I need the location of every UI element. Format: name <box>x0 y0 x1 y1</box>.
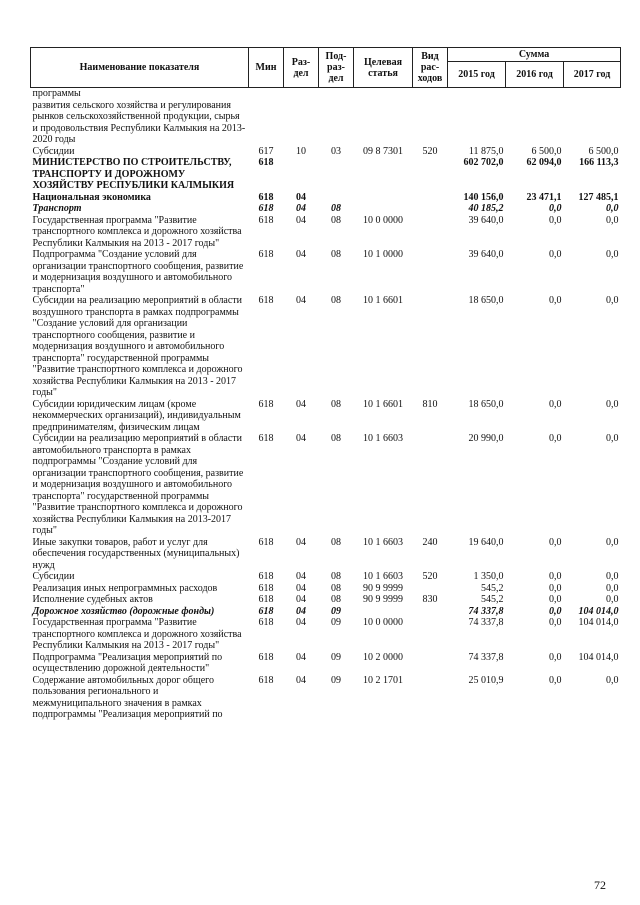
cell-min: 618 <box>258 203 274 214</box>
table-header <box>31 48 621 88</box>
header-vid: Вид рас- ходов <box>413 48 448 88</box>
cell-2017: 6 500,0 <box>588 145 619 157</box>
cell-2015: 18 650,0 <box>468 295 504 306</box>
table-row <box>31 157 621 192</box>
cell-2017: 0,0 <box>606 295 619 306</box>
cell-2015: 39 640,0 <box>468 249 504 260</box>
cell-2016: 0,0 <box>549 651 562 663</box>
cell-name: МИНИСТЕРСТВО ПО СТРОИТЕЛЬСТВУ, ТРАНСПОРТУ И ДОРОЖНОМУ ХОЗЯЙСТВУ РЕСПУБЛИКИ КАЛМЫКИЯ <box>32 157 235 191</box>
table-row <box>31 433 621 537</box>
cell-celevaya: 10 0 0000 <box>363 617 403 628</box>
cell-2015: 19 640,0 <box>468 536 504 548</box>
cell-min: 618 <box>258 594 274 605</box>
cell-name: Подпрограмма "Создание условий для организации транспортного сообщения, развитие и модернизация воздушного и автомобильного транспорта" <box>32 249 244 295</box>
cell-podrazdel: 09 <box>331 617 341 628</box>
cell-2017: 0,0 <box>606 594 619 605</box>
cell-razdel: 04 <box>296 674 306 686</box>
cell-vid: 810 <box>422 398 438 410</box>
cell-2015: 545,2 <box>481 594 504 605</box>
cell-name: Транспорт <box>32 203 82 214</box>
table-row <box>31 583 621 595</box>
table-body <box>31 88 621 721</box>
cell-vid: 520 <box>422 571 438 582</box>
cell-podrazdel: 09 <box>331 605 341 617</box>
cell-vid <box>413 157 448 192</box>
cell-razdel: 04 <box>296 617 306 628</box>
cell-2015: 545,2 <box>481 582 504 594</box>
cell-celevaya: 10 1 6603 <box>363 571 403 582</box>
cell-name: Дорожное хозяйство (дорожные фонды) <box>32 605 215 617</box>
cell-2015: 602 702,0 <box>463 157 504 168</box>
cell-razdel: 10 <box>296 145 306 157</box>
cell-2015: 40 185,2 <box>468 203 504 214</box>
cell-min: 618 <box>258 214 274 226</box>
table-row <box>31 295 621 399</box>
table-row <box>31 88 621 146</box>
cell-2016: 0,0 <box>549 203 562 214</box>
cell-razdel: 04 <box>296 605 306 617</box>
cell-2015: 20 990,0 <box>468 433 504 444</box>
cell-vid <box>413 652 448 675</box>
table-row <box>31 537 621 572</box>
cell-celevaya: 10 1 6601 <box>363 398 403 410</box>
cell-vid <box>413 433 448 537</box>
cell-celevaya: 10 0 0000 <box>363 214 403 226</box>
cell-2017: 0,0 <box>606 536 619 548</box>
cell-podrazdel: 08 <box>331 433 341 444</box>
cell-2017: 0,0 <box>606 249 619 260</box>
cell-razdel: 04 <box>296 191 306 203</box>
cell-celevaya: 10 1 6601 <box>363 295 403 306</box>
cell-name: Национальная экономика <box>32 191 151 203</box>
cell-2016: 0,0 <box>549 433 562 444</box>
cell-celevaya <box>354 606 413 618</box>
cell-celevaya: 10 2 1701 <box>363 674 403 686</box>
cell-podrazdel: 08 <box>331 582 341 594</box>
cell-celevaya <box>354 203 413 215</box>
header-razdel: Раз- дел <box>284 48 319 88</box>
table-row <box>31 203 621 215</box>
cell-min: 618 <box>258 582 274 594</box>
header-2017: 2017 год <box>564 62 621 88</box>
cell-vid <box>413 675 448 721</box>
cell-2016: 0,0 <box>549 594 562 605</box>
cell-vid <box>413 606 448 618</box>
cell-min: 618 <box>258 295 274 306</box>
cell-vid <box>413 295 448 399</box>
cell-2016: 0,0 <box>549 536 562 548</box>
table-row <box>31 675 621 721</box>
cell-2017: 0,0 <box>606 203 619 214</box>
cell-razdel: 04 <box>296 203 306 214</box>
cell-podrazdel <box>319 192 354 204</box>
cell-name: Исполнение судебных актов <box>32 594 153 605</box>
table-row <box>31 571 621 583</box>
cell-podrazdel: 08 <box>331 571 341 582</box>
cell-razdel <box>284 88 319 146</box>
page-number: 72 <box>594 878 606 892</box>
header-2015: 2015 год <box>448 62 506 88</box>
cell-razdel: 04 <box>296 398 306 410</box>
cell-razdel <box>284 157 319 192</box>
cell-min: 618 <box>258 433 274 444</box>
cell-vid <box>413 88 448 146</box>
cell-2016: 0,0 <box>549 605 562 617</box>
cell-razdel: 04 <box>296 651 306 663</box>
cell-2017: 0,0 <box>606 674 619 686</box>
cell-celevaya <box>354 192 413 204</box>
document-page <box>30 47 620 721</box>
cell-podrazdel: 08 <box>331 214 341 226</box>
cell-podrazdel: 08 <box>331 295 341 306</box>
cell-vid <box>413 203 448 215</box>
table-row <box>31 192 621 204</box>
cell-2016: 0,0 <box>549 571 562 582</box>
cell-celevaya: 10 2 0000 <box>363 651 403 663</box>
cell-celevaya <box>354 157 413 192</box>
cell-vid <box>413 192 448 204</box>
cell-name: Субсидии <box>32 145 75 157</box>
cell-vid: 830 <box>422 594 438 605</box>
cell-min: 618 <box>258 249 274 260</box>
cell-min: 618 <box>258 536 274 548</box>
cell-2017: 0,0 <box>606 571 619 582</box>
cell-2017: 104 014,0 <box>578 617 619 628</box>
cell-podrazdel: 08 <box>331 203 341 214</box>
table-row <box>31 652 621 675</box>
cell-2017: 166 113,3 <box>579 157 619 168</box>
cell-celevaya: 90 9 9999 <box>363 594 403 605</box>
cell-razdel: 04 <box>296 249 306 260</box>
cell-2016: 0,0 <box>549 249 562 260</box>
cell-2015: 11 875,0 <box>468 145 504 157</box>
cell-podrazdel: 08 <box>331 398 341 410</box>
cell-name: Подпрограмма "Реализация мероприятий по осуществлению дорожной деятельности" <box>32 651 223 674</box>
cell-podrazdel: 08 <box>331 249 341 260</box>
cell-razdel: 04 <box>296 536 306 548</box>
cell-celevaya: 09 8 7301 <box>363 145 403 157</box>
table-row <box>31 606 621 618</box>
cell-2016: 0,0 <box>549 674 562 686</box>
cell-podrazdel: 08 <box>331 536 341 548</box>
cell-vid <box>413 583 448 595</box>
cell-2017 <box>564 88 621 146</box>
cell-celevaya <box>354 88 413 146</box>
cell-min: 618 <box>258 157 274 168</box>
cell-2016: 0,0 <box>549 582 562 594</box>
cell-razdel: 04 <box>296 594 306 605</box>
cell-2015: 25 010,9 <box>468 674 504 686</box>
cell-2015: 140 156,0 <box>463 191 504 203</box>
cell-2017: 0,0 <box>606 214 619 226</box>
cell-name: Субсидии <box>32 571 75 582</box>
cell-name: Реализация иных непрограммных расходов <box>32 582 218 594</box>
cell-2016: 6 500,0 <box>531 145 562 157</box>
cell-2017: 0,0 <box>606 398 619 410</box>
cell-celevaya: 10 1 0000 <box>363 249 403 260</box>
cell-2016: 62 094,0 <box>526 157 562 168</box>
cell-vid <box>413 215 448 250</box>
header-podrazdel: Под- раз- дел <box>319 48 354 88</box>
cell-podrazdel: 09 <box>331 674 341 686</box>
cell-2016: 23 471,1 <box>526 191 562 203</box>
cell-podrazdel: 09 <box>331 651 341 663</box>
cell-name: Содержание автомобильных дорог общего пользования регионального и межмуниципального значения в рамках подпрограммы "Реализация мероприятий по <box>32 674 223 720</box>
cell-2015: 74 337,8 <box>468 617 504 628</box>
cell-podrazdel: 08 <box>331 594 341 605</box>
cell-2015: 1 350,0 <box>473 571 504 582</box>
header-celevaya: Целевая статья <box>354 48 413 88</box>
cell-2017: 104 014,0 <box>578 651 619 663</box>
cell-vid <box>413 617 448 652</box>
cell-2016: 0,0 <box>549 214 562 226</box>
cell-min: 618 <box>258 571 274 582</box>
cell-name: Государственная программа "Развитие транспортного комплекса и дорожного хозяйства Республики Калмыкия на 2013 - 2017 годы" <box>32 617 242 651</box>
cell-razdel: 04 <box>296 433 306 444</box>
cell-podrazdel: 03 <box>331 145 341 157</box>
cell-2015 <box>448 88 506 146</box>
cell-podrazdel <box>319 88 354 146</box>
cell-vid <box>413 249 448 295</box>
cell-min: 618 <box>258 651 274 663</box>
table-row <box>31 249 621 295</box>
cell-name: Субсидии юридическим лицам (кроме некоммерческих организаций), индивидуальным предпринимателям, физическим лицам <box>32 398 241 433</box>
cell-celevaya: 90 9 9999 <box>363 582 403 594</box>
cell-2016: 0,0 <box>549 398 562 410</box>
table-row <box>31 146 621 158</box>
cell-name: Субсидии на реализацию мероприятий в области воздушного транспорта в рамках подпрограммы "Создание условий для организации транспортного сообщения, развитие и модернизация воздушного и автомобильного транспорта" государственной программы "Развитие транспортного комплекса и дорожного хозяйства Республики Калмыкия на 2013 - 2017 годы" <box>32 295 243 398</box>
cell-min <box>249 88 284 146</box>
cell-razdel: 04 <box>296 582 306 594</box>
header-summa: Сумма <box>448 48 621 62</box>
cell-2017: 0,0 <box>606 433 619 444</box>
cell-name: Субсидии на реализацию мероприятий в области автомобильного транспорта в рамках подпрограммы "Создание условий для организации транспортного сообщения, развитие и модернизация воздушного и автомобильного транспорта" государственной программы "Развитие транспортного комплекса и дорожного хозяйства Республики Калмыкия на 2013-2017 годы" <box>32 433 244 536</box>
cell-2016: 0,0 <box>549 617 562 628</box>
cell-celevaya: 10 1 6603 <box>363 433 403 444</box>
cell-name: Государственная программа "Развитие транспортного комплекса и дорожного хозяйства Республики Калмыкия на 2013 - 2017 годы" <box>32 214 242 249</box>
header-min: Мин <box>249 48 284 88</box>
cell-razdel: 04 <box>296 571 306 582</box>
table-row <box>31 399 621 434</box>
cell-2017: 0,0 <box>606 582 619 594</box>
cell-2016: 0,0 <box>549 295 562 306</box>
cell-name: Иные закупки товаров, работ и услуг для обеспечения государственных (муниципальных) нужд <box>32 536 240 571</box>
cell-celevaya: 10 1 6603 <box>363 536 403 548</box>
cell-min: 618 <box>258 674 274 686</box>
header-2016: 2016 год <box>506 62 564 88</box>
cell-min: 618 <box>258 191 274 203</box>
cell-2017: 127 485,1 <box>578 191 619 203</box>
cell-2017: 104 014,0 <box>578 605 619 617</box>
cell-podrazdel <box>319 157 354 192</box>
cell-razdel: 04 <box>296 214 306 226</box>
cell-2015: 18 650,0 <box>468 398 504 410</box>
budget-table <box>30 47 621 721</box>
cell-2016 <box>506 88 564 146</box>
cell-name: программы развития сельского хозяйства и регулирования рынков сельскохозяйственной продукции, сырья и продовольствия Республики Калмыкия на 2013-2020 годы <box>32 88 246 145</box>
table-row <box>31 594 621 606</box>
cell-2015: 39 640,0 <box>468 214 504 226</box>
cell-min: 618 <box>258 605 274 617</box>
cell-2015: 74 337,8 <box>468 605 504 617</box>
header-name: Наименование показателя <box>31 48 249 88</box>
cell-2015: 74 337,8 <box>468 651 504 663</box>
cell-min: 618 <box>258 398 274 410</box>
cell-min: 618 <box>258 617 274 628</box>
cell-min: 617 <box>258 145 274 157</box>
cell-vid: 520 <box>422 145 438 157</box>
cell-razdel: 04 <box>296 295 306 306</box>
cell-vid: 240 <box>422 536 438 548</box>
table-row <box>31 617 621 652</box>
table-row <box>31 215 621 250</box>
